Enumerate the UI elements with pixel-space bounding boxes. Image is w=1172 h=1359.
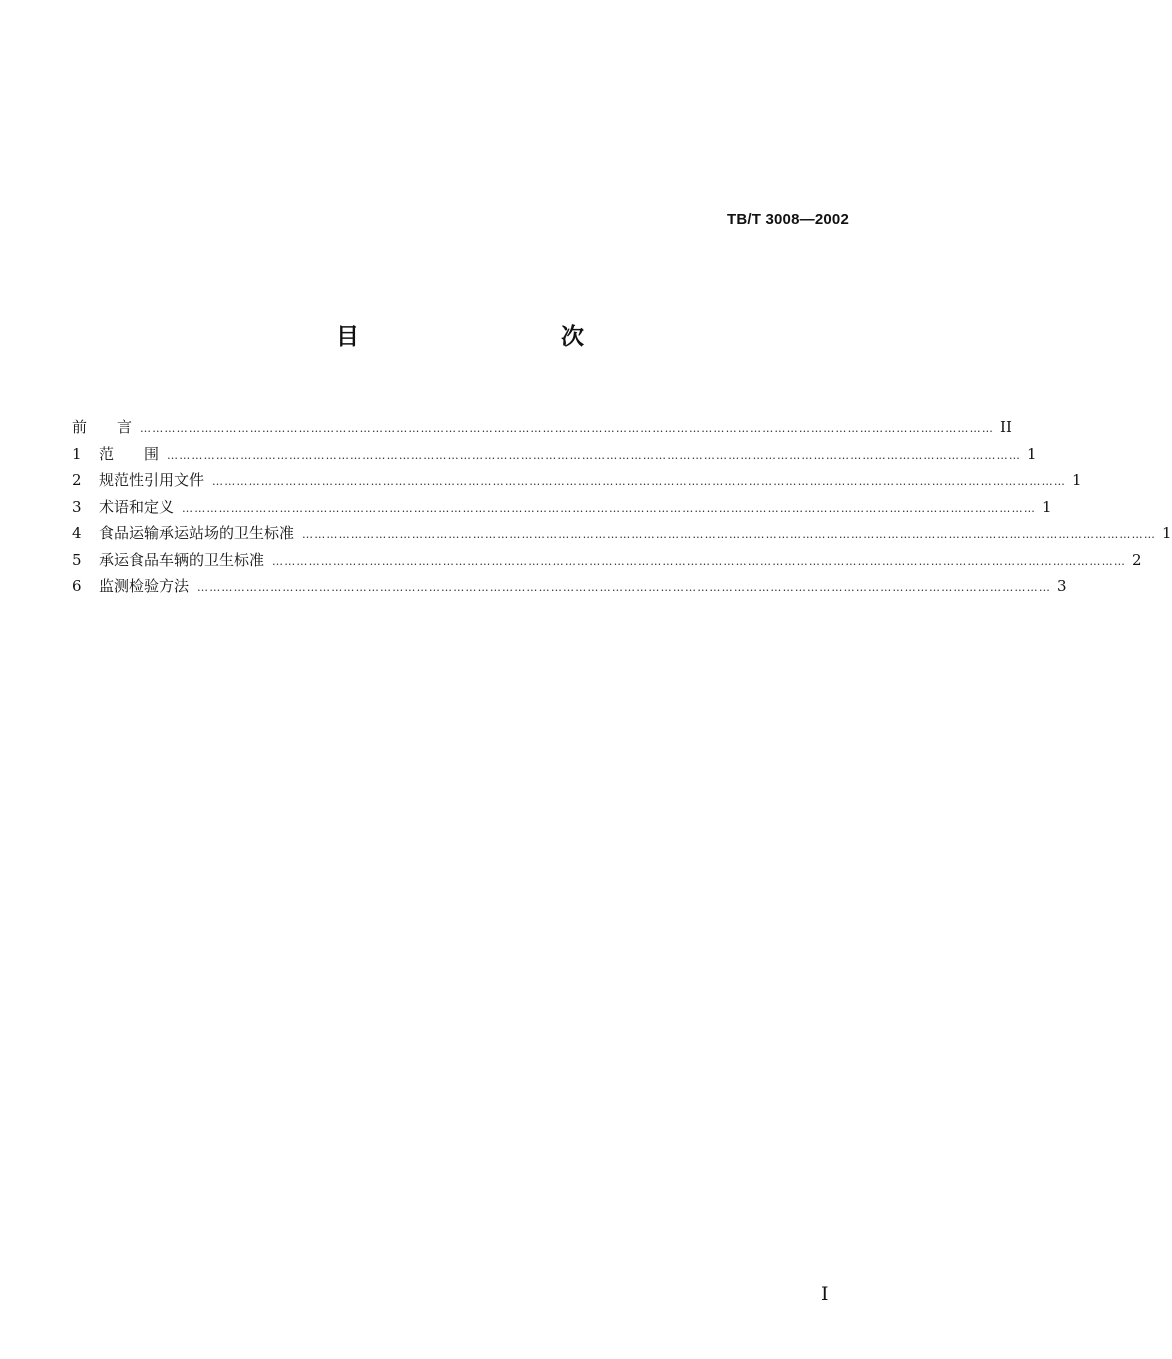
toc-entry-label: 规范性引用文件 xyxy=(99,471,205,489)
toc-entry-number: 5 xyxy=(72,550,82,569)
toc-entry-number: 3 xyxy=(72,497,82,516)
toc-entry-label: 范 围 xyxy=(99,444,160,463)
toc-dot-leader: ………………………………………………………………………………………………………………………………………………………………………………………… xyxy=(140,422,995,435)
page-number: I xyxy=(821,1283,829,1305)
toc-entry-label: 监测检验方法 xyxy=(99,577,190,595)
toc-entry-foreword[interactable] xyxy=(72,414,1012,441)
toc-entry-label: 承运食品车辆的卫生标准 xyxy=(99,550,265,569)
toc-dot-leader: ………………………………………………………………………………………………………………………………………………………………………………………… xyxy=(212,475,1067,488)
toc-dot-leader: ………………………………………………………………………………………………………………………………………………………………………………………… xyxy=(197,581,1052,594)
toc-entry-page: 1 xyxy=(1042,497,1052,516)
toc-entry-number: 4 xyxy=(72,524,82,542)
toc-entry-terms-definitions[interactable] xyxy=(72,494,1052,521)
toc-entry-number: 6 xyxy=(72,577,82,595)
toc-entry-scope[interactable] xyxy=(72,441,1037,468)
toc-dot-leader: ………………………………………………………………………………………………………………………………………………………………………………………… xyxy=(302,528,1157,541)
table-of-contents xyxy=(72,414,1172,600)
toc-entry-number: 1 xyxy=(72,444,82,463)
toc-entry-number: 2 xyxy=(72,471,82,489)
toc-entry-label: 前 言 xyxy=(72,418,133,436)
standard-code: TB/T 3008—2002 xyxy=(726,211,849,228)
toc-entry-normative-references[interactable] xyxy=(72,467,1082,494)
toc-entry-vehicle-hygiene[interactable] xyxy=(72,547,1142,574)
toc-dot-leader: ………………………………………………………………………………………………………………………………………………………………………………………… xyxy=(272,554,1127,568)
toc-entry-page: 1 xyxy=(1072,471,1082,489)
toc-entry-testing-methods[interactable] xyxy=(72,573,1067,600)
toc-entry-page: 1 xyxy=(1027,444,1037,463)
toc-entry-page: 2 xyxy=(1132,550,1142,569)
toc-dot-leader: ………………………………………………………………………………………………………………………………………………………………………………………… xyxy=(167,448,1022,462)
toc-entry-page: II xyxy=(1000,418,1012,436)
toc-entry-label: 术语和定义 xyxy=(99,497,175,516)
toc-entry-page: 3 xyxy=(1057,577,1067,595)
toc-title: 目 次 xyxy=(336,324,636,350)
toc-dot-leader: ………………………………………………………………………………………………………………………………………………………………………………………… xyxy=(182,501,1037,515)
toc-entry-label: 食品运输承运站场的卫生标准 xyxy=(99,524,295,542)
toc-entry-station-hygiene[interactable] xyxy=(72,520,1172,547)
toc-entry-page: 1 xyxy=(1162,524,1172,542)
